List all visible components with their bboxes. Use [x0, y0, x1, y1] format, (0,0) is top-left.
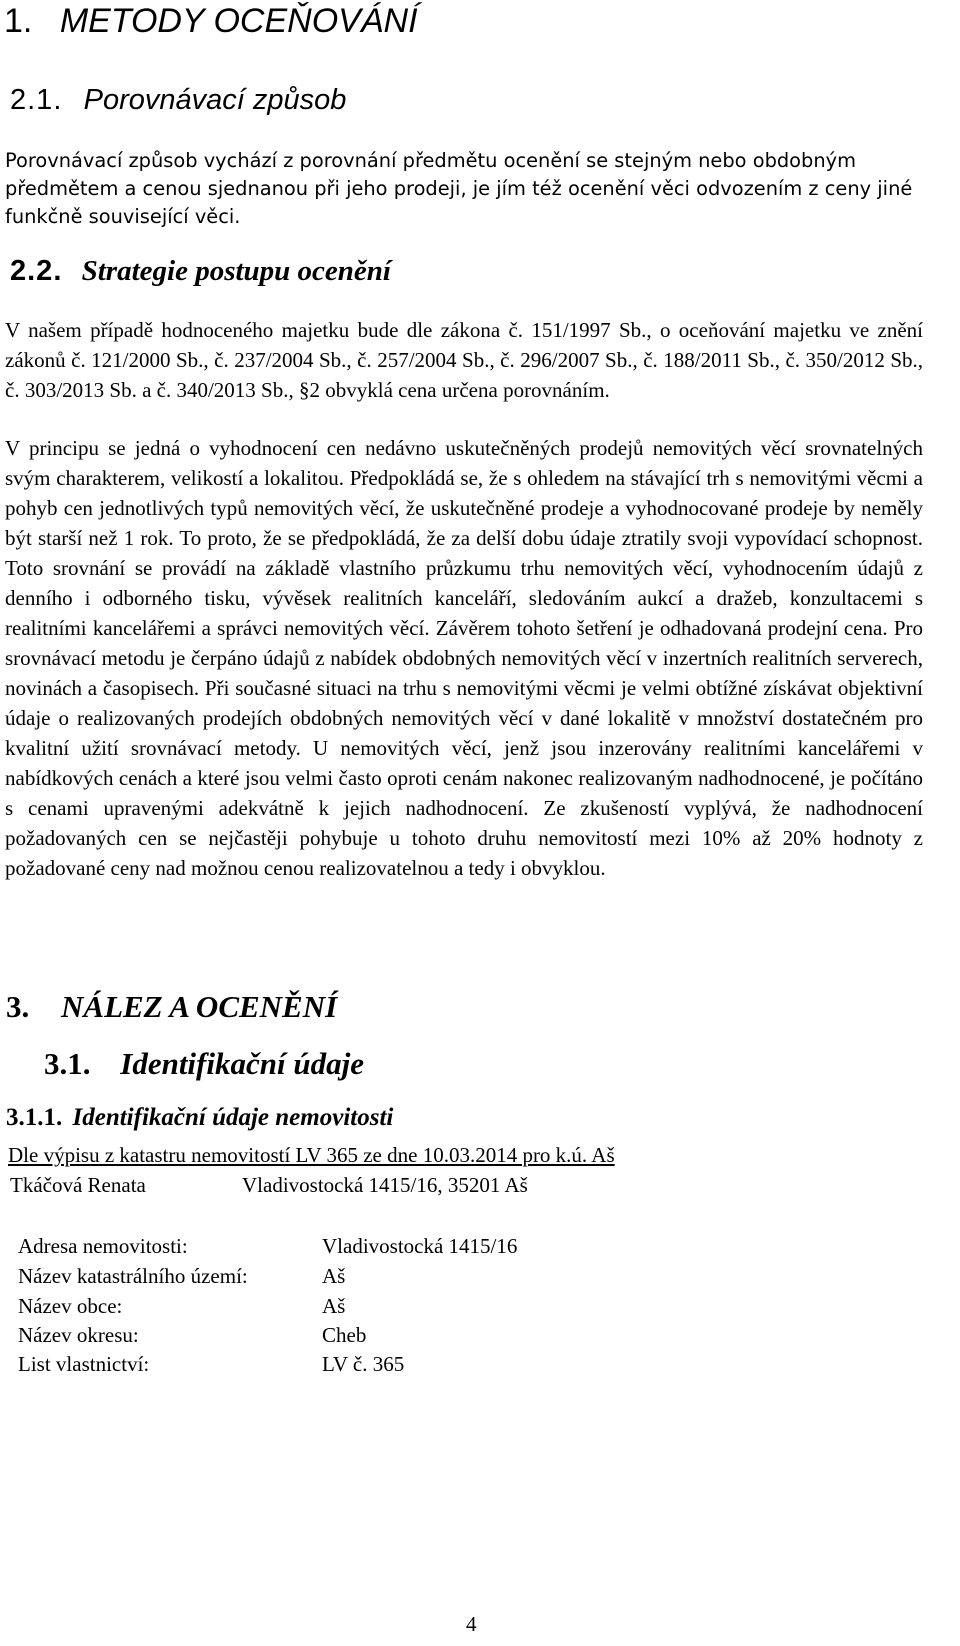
detail-value: Vladivostocká 1415/16 [322, 1234, 518, 1258]
detail-label: Název obce: [18, 1294, 123, 1318]
heading-2-2-number: 2.2. [10, 255, 63, 287]
heading-3-title: NÁLEZ A OCENĚNÍ [61, 989, 338, 1024]
page-number: 4 [466, 1612, 477, 1636]
heading-3-number: 3. [6, 989, 30, 1024]
detail-label: Název katastrálního území: [18, 1264, 248, 1288]
heading-1-title: METODY OCEŇOVÁNÍ [59, 2, 418, 40]
detail-value: Cheb [322, 1323, 367, 1347]
heading-3-1 [44, 1046, 960, 1082]
cadastre-extract-line: Dle výpisu z katastru nemovitostí LV 365 ze dne 10.03.2014 pro k.ú. Aš [8, 1143, 615, 1167]
heading-3-1-number: 3.1. [44, 1046, 91, 1081]
heading-1 [4, 2, 960, 40]
heading-3-1-title: Identifikační údaje [120, 1046, 364, 1081]
owner-address: Vladivostocká 1415/16, 35201 Aš [242, 1173, 528, 1197]
detail-label: Adresa nemovitosti: [18, 1234, 188, 1258]
heading-2-1-number: 2.1. [10, 84, 63, 116]
detail-value: LV č. 365 [322, 1352, 405, 1376]
section-2-1-paragraph: Porovnávací způsob vychází z porovnání předmětu ocenění se stejným nebo obdobným předmětem a cenou sjednanou při jeho prodeji, je jím též ocenění věci odvozením z ceny jiné funkčně související věci. [5, 149, 913, 228]
heading-2-1-title: Porovnávací způsob [83, 84, 347, 116]
heading-2-2 [10, 254, 960, 288]
heading-3-1-1-title: Identifikační údaje nemovitosti [72, 1104, 394, 1131]
detail-value: Aš [322, 1294, 346, 1318]
property-details [0, 1232, 960, 1392]
heading-1-number: 1. [4, 2, 33, 40]
detail-value: Aš [322, 1264, 346, 1288]
detail-label: Název okresu: [18, 1323, 139, 1347]
section-2-2-paragraph-2: V principu se jedná o vyhodnocení cen nedávno uskutečněných prodejů nemovitých věcí srovnatelných svým charakterem, velikostí a lokalitou. Předpokládá se, že s ohledem na stávající trh s nemovitými věcmi a pohyb cen jednotlivých typů nemovitých věcí, že uskutečněné prodeje a vyhodnocované prodeje by neměly být starší než 1 rok. To proto, že se předpokládá, že za delší dobu údaje ztratily svoji vypovídací schopnost. Toto srovnání se provádí na základě vlastního průzkumu trhu nemovitých věcí, vyhodnocením údajů z denního i odborného tisku, vývěsek realitních kanceláří, sledováním aukcí a dražeb, konzultacemi s realitními kancelářemi a správci nemovitých věcí. Závěrem tohoto šetření je odhadovaná prodejní cena. Pro srovnávací metodu je čerpáno údajů z nabídek obdobných nemovitých věcí v inzertních realitních serverech, novinách a časopisech. Při současné situaci na trhu s nemovitými věcmi je velmi obtížné získávat objektivní údaje o realizovaných prodejích obdobných nemovitých věcí v dané lokalitě v množství dostatečném pro kvalitní užití srovnávací metody. U nemovitých věcí, jenž jsou inzerovány realitními kancelářemi v nabídkových cenách a které jsou velmi často oproti cenám nakonec realizovaným nadhodnocené, je počítáno s cenami upravenými adekvátně k jejich nadhodnocení. Ze zkušeností vyplývá, že nadhodnocení požadovaných cen se nejčastěji pohybuje u tohoto druhu nemovitostí mezi 10% až 20% hodnoty z požadované ceny nad možnou cenou realizovatelnou a tedy i obvyklou. [5, 436, 923, 880]
detail-label: List vlastnictví: [18, 1352, 150, 1376]
heading-2-1 [10, 83, 960, 117]
heading-3-1-1-number: 3.1.1. [6, 1104, 63, 1131]
heading-3 [6, 989, 960, 1025]
owner-name: Tkáčová Renata [10, 1173, 146, 1197]
section-2-2-paragraph-1: V našem případě hodnoceného majetku bude dle zákona č. 151/1997 Sb., o oceňování majetku ve znění zákonů č. 121/2000 Sb., č. 237/2004 Sb., č. 257/2004 Sb., č. 296/2007 Sb., č. 188/2011 Sb., č. 350/2012 Sb., č. 303/2013 Sb. a č. 340/2013 Sb., §2 obvyklá cena určena porovnáním. [5, 318, 923, 402]
heading-3-1-1 [6, 1103, 960, 1133]
heading-2-2-title: Strategie postupu ocenění [81, 255, 391, 287]
